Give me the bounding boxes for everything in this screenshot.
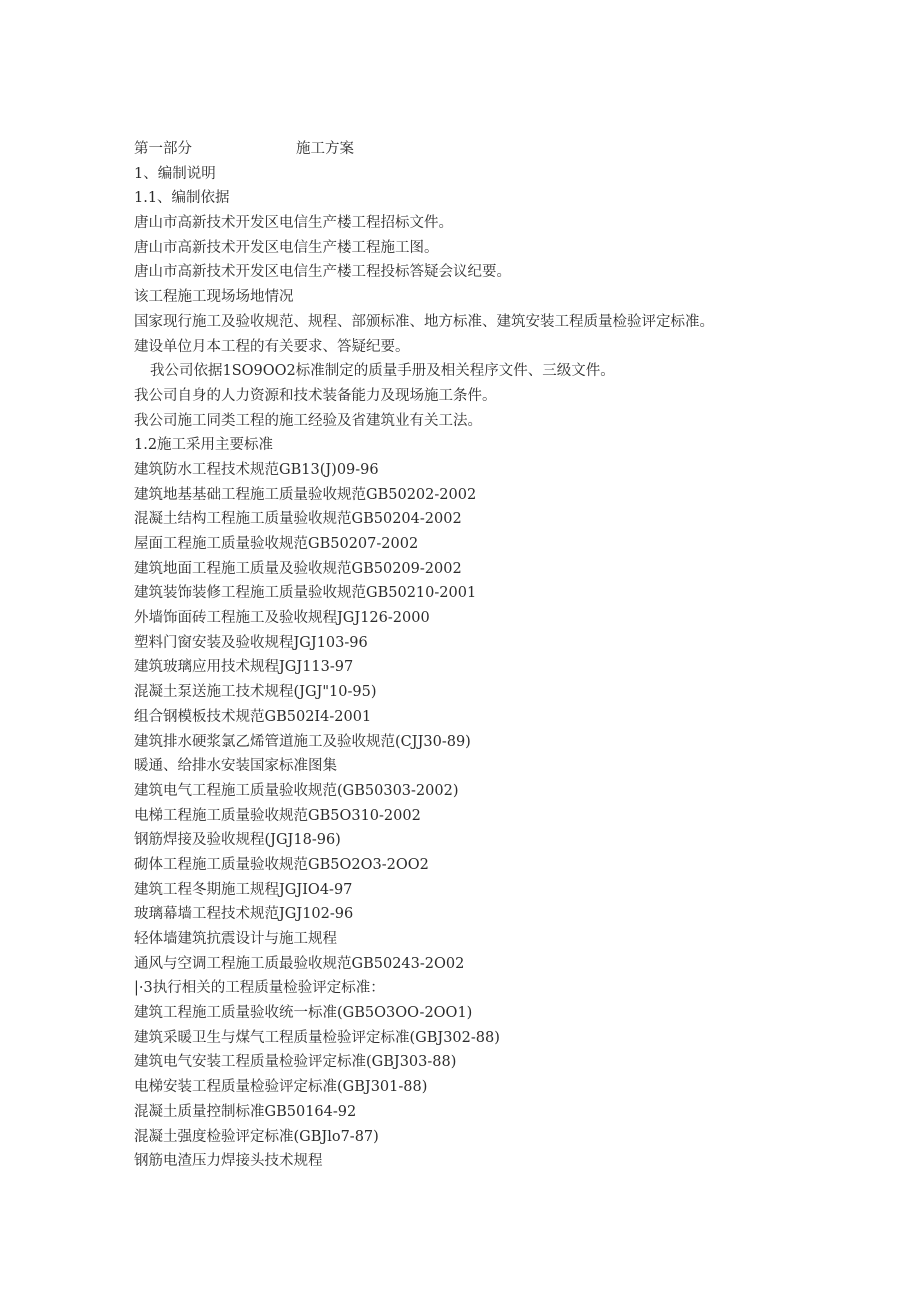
standard-item: 电梯工程施工质量验收规范GB5O310-2002 [134, 807, 421, 824]
standard-item: 建筑电气安装工程质量检验评定标准(GBJ303-88) [134, 1054, 457, 1071]
standard-item: 建筑防水工程技术规范GB13(J)09-96 [134, 461, 379, 478]
section-heading [134, 137, 874, 162]
text-line: 我公司施工同类工程的施工经验及省建筑业有关工法。 [134, 412, 482, 429]
standard-item: 组合钢模板技术规范GB502I4-2001 [134, 708, 372, 725]
standard-item: 钢筋电渣压力焊接头技术规程 [134, 1153, 323, 1170]
standard-item: 玻璃幕墙工程技术规范JGJ102-96 [134, 906, 354, 923]
text-line: 该工程施工现场场地情况 [134, 289, 294, 306]
document-body [134, 137, 874, 1174]
standard-item: 混凝土质量控制标准GB50164-92 [134, 1103, 357, 1120]
subsection-title: 1.1、编制依据 [134, 190, 230, 207]
standard-item: 钢筋焊接及验收规程(JGJ18-96) [134, 832, 341, 849]
part-label: 第一部分 [134, 141, 192, 157]
subsection-title: |·3执行相关的工程质量检验评定标准： [134, 980, 385, 997]
standard-item: 建筑工程冬期施工规程JGJIO4-97 [134, 881, 353, 898]
standard-item: 暖通、给排水安装国家标准图集 [134, 758, 337, 775]
text-line: 我公司自身的人力资源和技术装备能力及现场施工条件。 [134, 387, 497, 404]
standard-item: 外墙饰面砖工程施工及验收规程JGJ126-2000 [134, 610, 430, 627]
standard-item: 通风与空调工程施工质最验收规范GB50243-2O02 [134, 955, 465, 972]
standard-item: 混凝土强度检验评定标准(GBJlo7-87) [134, 1128, 379, 1145]
part-title: 施工方案 [296, 141, 354, 157]
standard-item: 建筑玻璃应用技术规程JGJ113-97 [134, 659, 354, 676]
standard-item: 混凝土结构工程施工质量验收规范GB50204-2002 [134, 511, 462, 528]
text-line: 唐山市高新技术开发区电信生产楼工程投标答疑会议纪要。 [134, 264, 511, 281]
standard-item: 混凝土泵送施工技术规程(JGJ"10-95) [134, 684, 377, 701]
standard-item: 电梯安装工程质量检验评定标准(GBJ301-88) [134, 1079, 428, 1096]
text-line: 国家现行施工及验收规范、规程、部颁标准、地方标准、建筑安装工程质量检验评定标准。 [134, 313, 714, 330]
standard-item: 砌体工程施工质量验收规范GB5O2O3-2OO2 [134, 856, 429, 873]
text-line: 唐山市高新技术开发区电信生产楼工程招标文件。 [134, 215, 453, 232]
standard-item: 建筑排水硬浆氯乙烯管道施工及验收规范(CJJ30-89) [134, 733, 471, 750]
standard-item: 建筑地面工程施工质量及验收规范GB50209-2002 [134, 560, 462, 577]
text-line: 建设单位月本工程的有关要求、答疑纪要。 [134, 338, 410, 355]
standard-item: 建筑装饰装修工程施工质量验收规范GB50210-2001 [134, 585, 477, 602]
text-line: 唐山市高新技术开发区电信生产楼工程施工图。 [134, 239, 439, 256]
standard-item: 建筑采暖卫生与煤气工程质量检验评定标准(GBJ302-88) [134, 1029, 500, 1046]
standard-item: 屋面工程施工质量验收规范GB50207-2002 [134, 536, 419, 552]
standard-item: 塑料门窗安装及验收规程JGJ103-96 [134, 634, 368, 651]
standard-item: 建筑地基基础工程施工质量验收规范GB50202-2002 [134, 486, 477, 503]
subsection-title: 1.2施工采用主要标准 [134, 437, 274, 454]
standard-item: 建筑工程施工质量验收统一标准(GB5O3OO-2OO1) [134, 1005, 473, 1022]
section-title: 1、编制说明 [134, 165, 216, 182]
text-line: 我公司依据1SO9OO2标准制定的质量手册及相关程序文件、三级文件。 [150, 363, 615, 380]
standard-item: 轻体墙建筑抗震设计与施工规程 [134, 931, 337, 947]
standard-item: 建筑电气工程施工质量验收规范(GB50303-2002) [134, 782, 459, 799]
